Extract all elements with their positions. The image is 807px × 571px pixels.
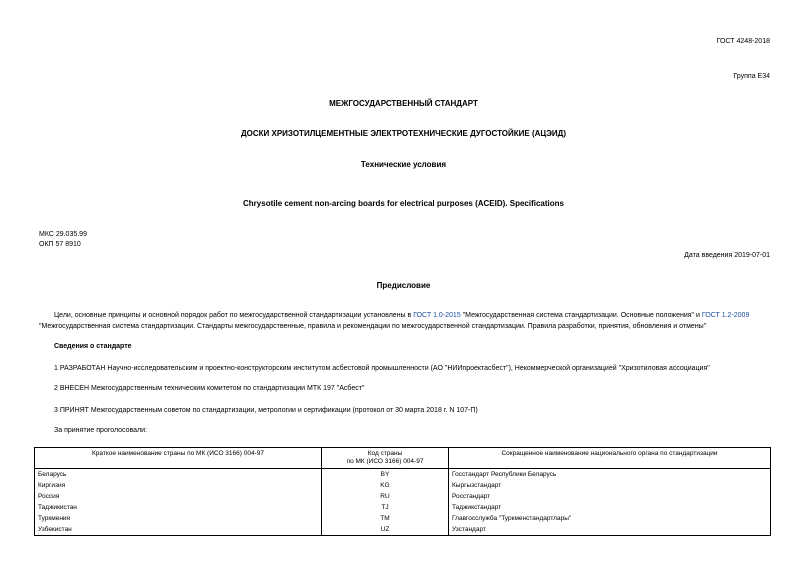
table-row xyxy=(35,480,771,491)
standards-body-cell: Росстандарт xyxy=(449,491,771,502)
mks-code: МКС 29.035.99 xyxy=(39,231,87,238)
standards-body-header: Сокращенное наименование национального органа по стандартизации xyxy=(449,448,771,469)
standards-body-cell: Госстандарт Республики Беларусь xyxy=(449,469,771,481)
country-name-cell: Киргизия xyxy=(35,480,322,491)
country-code-header-line2: по МК (ИСО 3166) 004-97 xyxy=(346,458,424,465)
english-title: Chrysotile cement non-arcing boards for electrical purposes (ACEID). Specifications xyxy=(243,199,564,208)
country-name-cell: Таджикистан xyxy=(35,502,322,513)
developed-by-item: 1 РАЗРАБОТАН Научно-исследовательским и проектно-конструкторским институтом асбестовой промышленности (АО "НИИпроектасбест"), Некоммерческой организацией "Хризотиловая ассоциация" xyxy=(54,365,710,372)
gost-1-0-2015-link[interactable]: ГОСТ 1.0-2015 xyxy=(413,312,461,319)
preface-paragraph-line2: "Межгосударственная система стандартизации. Стандарты межгосударственные, правила и рекомендации по межгосударственной стандартизации. Правила разработки, принятия, обновления и отмены" xyxy=(39,323,707,330)
country-code-header xyxy=(322,448,449,469)
gost-1-2-2009-link[interactable]: ГОСТ 1.2-2009 xyxy=(701,312,750,319)
standard-info-heading: Сведения о стандарте xyxy=(54,343,132,350)
table-row xyxy=(35,513,771,524)
okp-code: ОКП 57 8910 xyxy=(39,241,81,248)
adopted-by-item: 3 ПРИНЯТ Межгосударственным советом по стандартизации, метрологии и сертификации (протокол от 30 марта 2018 г. N 107-П) xyxy=(54,407,478,414)
preface-paragraph-line1 xyxy=(54,311,749,320)
voting-countries-table xyxy=(34,447,771,536)
standards-body-cell: Главгосслужба "Туркменстандартлары" xyxy=(449,513,771,524)
country-name-cell: Узбекистан xyxy=(35,524,322,536)
country-name-cell: Туркмения xyxy=(35,513,322,524)
preface-text-b: "Межгосударственная система стандартизации. Основные положения" и xyxy=(460,312,702,319)
voted-label: За принятие проголосовали: xyxy=(54,427,147,434)
table-row xyxy=(35,491,771,502)
table-row xyxy=(35,469,771,481)
standards-body-cell: Узстандарт xyxy=(449,524,771,536)
preface-text-a: Цели, основные принципы и основной порядок работ по межгосударственной стандартизации установлены в xyxy=(54,312,414,319)
standards-body-cell: Таджикстандарт xyxy=(449,502,771,513)
country-code-cell: TM xyxy=(322,513,449,524)
introduced-by-item: 2 ВНЕСЕН Межгосударственным техническим комитетом по стандартизации МТК 197 "Асбест" xyxy=(54,385,365,392)
country-name-cell: Беларусь xyxy=(35,469,322,481)
standards-body-cell: Кыргызстандарт xyxy=(449,480,771,491)
preface-heading: Предисловие xyxy=(376,281,431,290)
country-code-header-line1: Код страны xyxy=(367,450,403,457)
document-group: Группа Е34 xyxy=(733,73,770,80)
table-header-row xyxy=(35,448,771,469)
standard-type-title: МЕЖГОСУДАРСТВЕННЫЙ СТАНДАРТ xyxy=(329,99,478,108)
country-code-cell: KG xyxy=(322,480,449,491)
document-title: ДОСКИ ХРИЗОТИЛЦЕМЕНТНЫЕ ЭЛЕКТРОТЕХНИЧЕСКИЕ ДУГОСТОЙКИЕ (АЦЭИД) xyxy=(240,129,567,138)
country-name-header: Краткое наименование страны по МК (ИСО 3166) 004-97 xyxy=(35,448,322,469)
intro-date: Дата введения 2019-07-01 xyxy=(684,252,770,259)
table-row xyxy=(35,524,771,536)
document-code: ГОСТ 4248-2018 xyxy=(716,38,770,45)
country-code-cell: RU xyxy=(322,491,449,502)
document-subtitle: Технические условия xyxy=(360,160,447,169)
country-code-cell: BY xyxy=(322,469,449,481)
country-code-cell: UZ xyxy=(322,524,449,536)
table-row xyxy=(35,502,771,513)
country-name-cell: Россия xyxy=(35,491,322,502)
country-code-cell: TJ xyxy=(322,502,449,513)
